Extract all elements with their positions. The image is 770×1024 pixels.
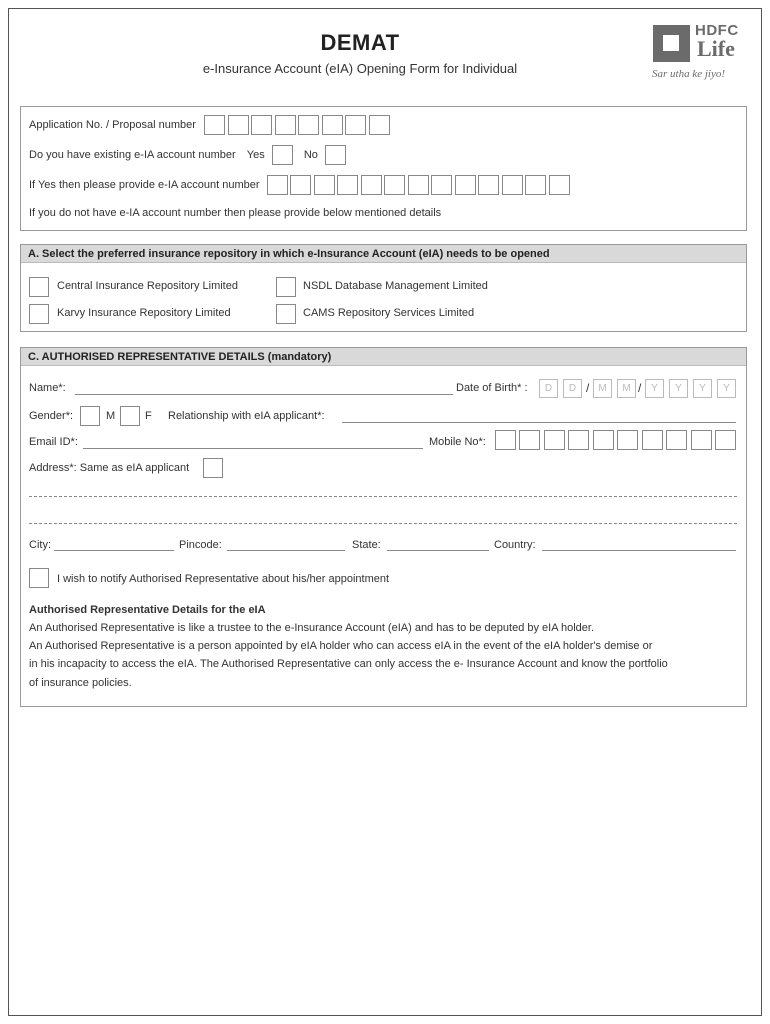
logo-brand-bottom: Life xyxy=(697,36,735,61)
relationship-label: Relationship with eIA applicant*: xyxy=(168,410,325,422)
state-input[interactable] xyxy=(387,550,489,551)
logo-brand-top: HDFC xyxy=(695,22,739,39)
details-line-2: An Authorised Representative is a person appointed by eIA holder who can access eIA in the event of the eIA holder's demise or xyxy=(29,640,653,652)
repository-section xyxy=(20,244,747,332)
dob-month-1[interactable]: M xyxy=(593,379,612,398)
gender-male-checkbox[interactable] xyxy=(80,406,100,426)
karvy-repository-checkbox[interactable] xyxy=(29,304,49,324)
dob-label: Date of Birth* : xyxy=(456,382,528,394)
name-input[interactable] xyxy=(75,394,453,395)
notify-checkbox[interactable] xyxy=(29,568,49,588)
dob-month-2[interactable]: M xyxy=(617,379,636,398)
dob-separator: / xyxy=(638,381,642,395)
application-row xyxy=(29,115,392,135)
dob-year-3[interactable]: Y xyxy=(693,379,712,398)
yes-checkbox[interactable] xyxy=(272,145,293,165)
account-number-row xyxy=(29,175,572,195)
email-input[interactable] xyxy=(83,448,423,449)
name-label: Name*: xyxy=(29,382,66,394)
dob-separator: / xyxy=(586,381,590,395)
application-number-boxes[interactable] xyxy=(204,115,392,135)
central-repository-checkbox[interactable] xyxy=(29,277,49,297)
gender-female-checkbox[interactable] xyxy=(120,406,140,426)
central-repository-label: Central Insurance Repository Limited xyxy=(57,280,238,292)
provide-account-label: If Yes then please provide e-IA account number xyxy=(29,178,260,191)
yes-label: Yes xyxy=(246,148,265,161)
details-heading: Authorised Representative Details for the eIA xyxy=(29,604,266,616)
details-line-3: in his incapacity to access the eIA. The Authorised Representative can only access the e- Insurance Account and know the portfolio xyxy=(29,658,668,670)
city-input[interactable] xyxy=(54,550,174,551)
state-label: State: xyxy=(352,539,381,551)
details-line-1: An Authorised Representative is like a trustee to the e-Insurance Account (eIA) and has to be deputed by eIA holder. xyxy=(29,622,595,634)
dob-day-2[interactable]: D xyxy=(563,379,582,398)
mobile-label: Mobile No*: xyxy=(429,436,486,448)
country-label: Country: xyxy=(494,539,536,551)
eia-account-number-boxes[interactable] xyxy=(267,175,573,195)
address-same-checkbox[interactable] xyxy=(203,458,223,478)
gender-male-label: M xyxy=(106,410,116,422)
nsdl-repository-label: NSDL Database Management Limited xyxy=(303,280,488,292)
dob-year-1[interactable]: Y xyxy=(645,379,664,398)
dob-day-1[interactable]: D xyxy=(539,379,558,398)
relationship-input[interactable] xyxy=(342,422,736,423)
cams-repository-label: CAMS Repository Services Limited xyxy=(303,307,475,319)
form-subtitle: e-Insurance Account (eIA) Opening Form for Individual xyxy=(202,61,518,76)
no-account-note: If you do not have e-IA account number then please provide below mentioned details xyxy=(29,207,442,219)
logo-tagline: Sar utha ke jiyo! xyxy=(652,68,726,80)
authorised-representative-section xyxy=(20,347,747,707)
nsdl-repository-checkbox[interactable] xyxy=(276,277,296,297)
authorised-representative-heading: C. AUTHORISED REPRESENTATIVE DETAILS (mandatory) xyxy=(21,348,746,366)
email-label: Email ID*: xyxy=(29,436,78,448)
gender-female-label: F xyxy=(145,410,152,422)
details-line-4: of insurance policies. xyxy=(29,677,132,689)
dob-year-2[interactable]: Y xyxy=(669,379,688,398)
pincode-label: Pincode: xyxy=(179,539,222,551)
address-label: Address*: Same as eIA applicant xyxy=(29,462,190,474)
no-checkbox[interactable] xyxy=(325,145,346,165)
gender-label: Gender*: xyxy=(29,410,74,422)
address-line-1[interactable] xyxy=(29,496,737,497)
form-title: DEMAT xyxy=(320,30,400,55)
address-line-2[interactable] xyxy=(29,523,737,524)
dob-year-4[interactable]: Y xyxy=(717,379,736,398)
hdfc-life-logo xyxy=(650,22,755,87)
existing-account-row xyxy=(29,145,348,165)
city-label: City: xyxy=(29,539,51,551)
application-label: Application No. / Proposal number xyxy=(29,118,196,131)
country-input[interactable] xyxy=(542,550,736,551)
no-label: No xyxy=(303,148,318,161)
repository-heading: A. Select the preferred insurance repository in which e-Insurance Account (eIA) needs to be opened xyxy=(21,245,746,263)
existing-account-label: Do you have existing e-IA account number xyxy=(29,148,236,161)
notify-label: I wish to notify Authorised Representative about his/her appointment xyxy=(57,573,390,585)
mobile-number-boxes[interactable] xyxy=(715,430,736,450)
pincode-input[interactable] xyxy=(227,550,345,551)
karvy-repository-label: Karvy Insurance Repository Limited xyxy=(57,307,231,319)
application-section xyxy=(20,106,747,231)
cams-repository-checkbox[interactable] xyxy=(276,304,296,324)
